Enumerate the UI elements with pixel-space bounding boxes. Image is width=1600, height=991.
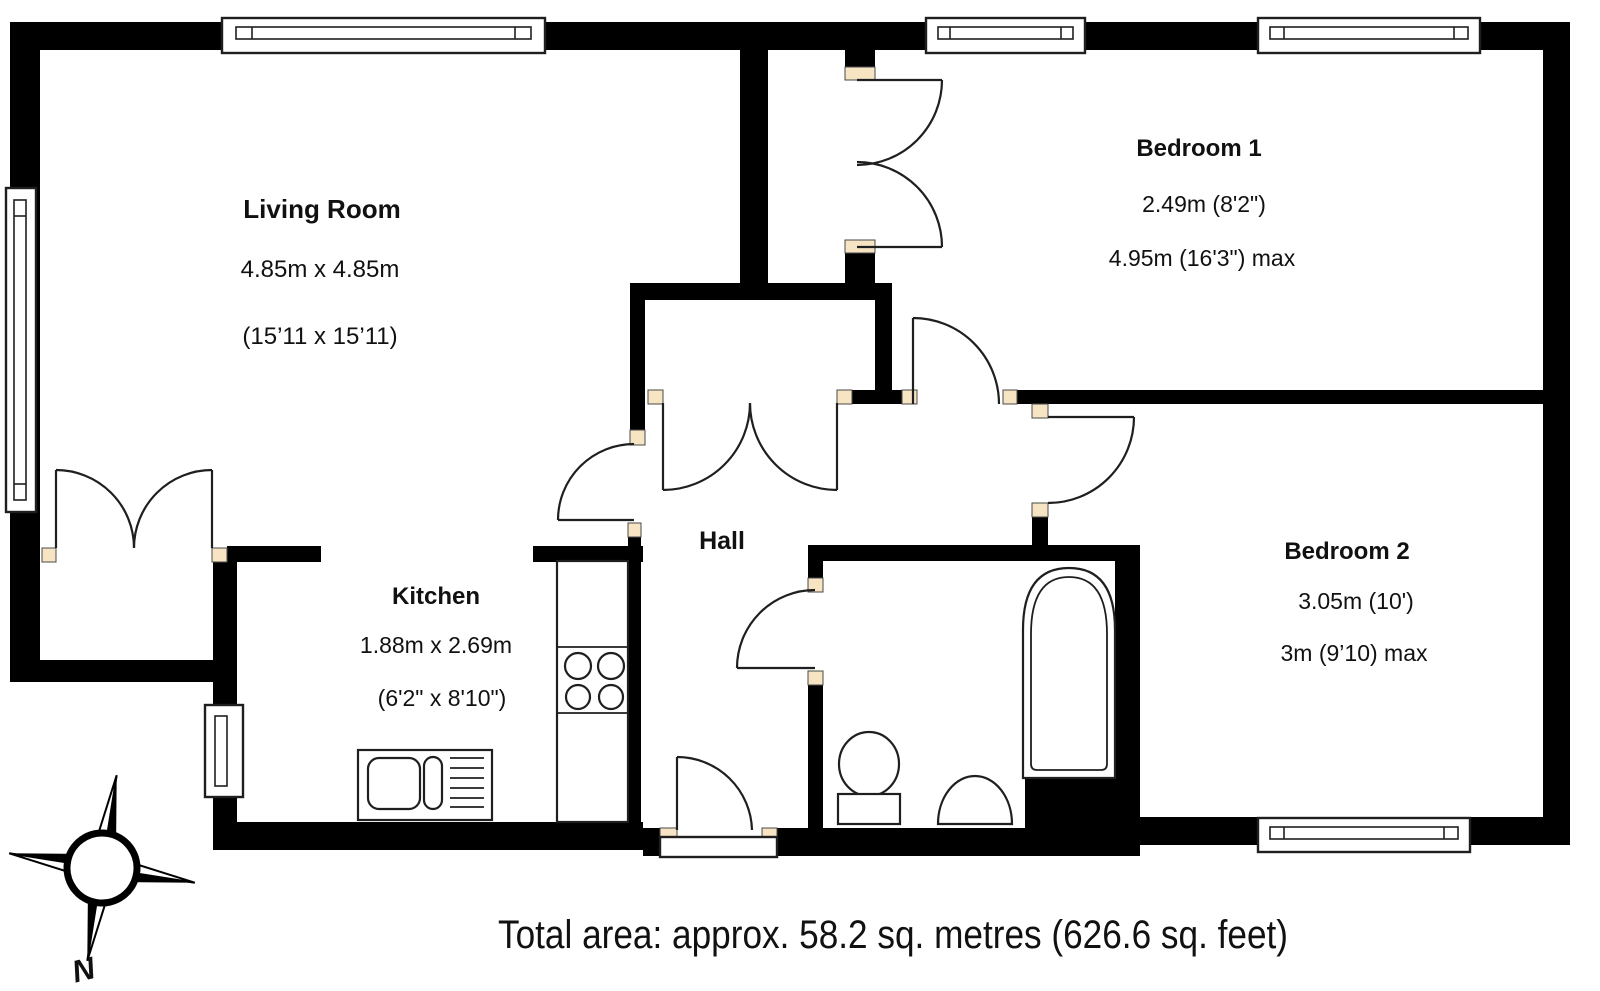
kitchen-dim-metric: 1.88m x 2.69m	[359, 632, 513, 658]
wall-kitchen-bottom	[213, 822, 643, 850]
entrance-threshold	[660, 837, 777, 857]
bedroom1-dim-metric: 2.49m (8'2")	[1142, 191, 1266, 217]
bedroom1-label: Bedroom 1	[1136, 135, 1262, 162]
jamb-patio-left	[42, 548, 56, 562]
living-patio-double-door	[56, 470, 212, 548]
jamb-bath-bottom	[808, 671, 823, 685]
compass	[0, 760, 210, 989]
wall-corridor-west-piece	[852, 390, 902, 404]
door-jambs	[42, 67, 1048, 842]
wall-kitchen-top-left	[227, 546, 321, 562]
room-labels	[241, 135, 1428, 711]
jamb-bed1-right	[1003, 390, 1017, 404]
wall-entry-left	[643, 828, 660, 856]
compass-circle	[62, 828, 142, 908]
wash-basin-icon	[938, 776, 1012, 824]
toilet-icon	[838, 732, 900, 824]
kitchen-dim-imperial: (6'2" x 8'10")	[377, 685, 507, 711]
kitchen-counter	[557, 561, 628, 822]
wall-bathroom-west-lower	[808, 685, 823, 828]
wall-right	[1543, 22, 1570, 845]
living-room-dim-metric: 4.85m x 4.85m	[240, 256, 400, 283]
jamb-bed2-bottom	[1032, 503, 1048, 517]
window-kitchen-left	[205, 705, 243, 797]
jamb-bed1-left	[902, 390, 917, 404]
wall-cupboard-east	[875, 300, 892, 390]
wall-cupboard-west	[630, 300, 645, 430]
wall-living-east	[740, 50, 768, 285]
jamb-living-door-bottom	[628, 523, 641, 537]
wall-wardrobe-stub-bottom	[845, 253, 875, 285]
living-hall-door	[558, 444, 634, 520]
jamb-wardrobe-top	[845, 67, 875, 80]
jamb-living-door-top	[630, 430, 645, 445]
wall-bed1-bottom	[1017, 390, 1543, 404]
compass-north-label: N	[68, 950, 99, 990]
jamb-bed2-top	[1032, 404, 1048, 418]
window-bedroom1-left	[926, 18, 1085, 53]
kitchen-sink-icon	[358, 750, 492, 820]
kitchen-label: Kitchen	[391, 583, 481, 610]
bedroom2-door	[1048, 417, 1134, 503]
jamb-cupboard-left	[648, 390, 663, 404]
living-room-dim-imperial: (15’11 x 15’11)	[242, 323, 398, 350]
bedroom1-dim-imperial: 4.95m (16'3") max	[1108, 245, 1296, 271]
cupboard-double-door	[663, 403, 837, 490]
bedroom1-door	[913, 318, 999, 404]
window-living-top	[222, 18, 545, 53]
wall-kitchen-east	[628, 537, 641, 828]
wall-bay-south	[10, 660, 227, 682]
bedroom2-label: Bedroom 2	[1284, 538, 1410, 565]
wall-kitchen-top-right	[533, 546, 643, 562]
window-bedroom2-bottom	[1258, 818, 1470, 852]
living-room-label: Living Room	[243, 194, 401, 224]
bedroom2-dim-imperial: 3m (9’10) max	[1280, 640, 1428, 666]
bedroom2-dim-metric: 3.05m (10')	[1298, 588, 1414, 614]
window-living-left	[6, 188, 36, 512]
wall-hall-bottom	[777, 828, 1140, 856]
wardrobe-double-door	[857, 80, 942, 247]
wall-below-bathtub	[1025, 778, 1140, 830]
jamb-patio-right	[212, 548, 227, 562]
jamb-cupboard-right	[837, 390, 852, 404]
wall-bathroom-west-upper	[808, 545, 823, 578]
entrance-door	[660, 757, 777, 857]
window-bedroom1-right	[1258, 18, 1480, 53]
wall-cupboard-top	[630, 283, 892, 300]
hall-label: Hall	[699, 527, 745, 555]
wall-bathroom-top	[808, 545, 1140, 561]
bathroom-door	[737, 590, 815, 668]
bathtub-icon	[1023, 568, 1115, 778]
wall-bathroom-east	[1115, 545, 1140, 790]
wall-wardrobe-stub-top	[845, 50, 875, 67]
wall-bed2-stub	[1032, 517, 1048, 547]
total-area-text: Total area: approx. 58.2 sq. metres (626.6 sq. feet)	[497, 911, 1289, 957]
